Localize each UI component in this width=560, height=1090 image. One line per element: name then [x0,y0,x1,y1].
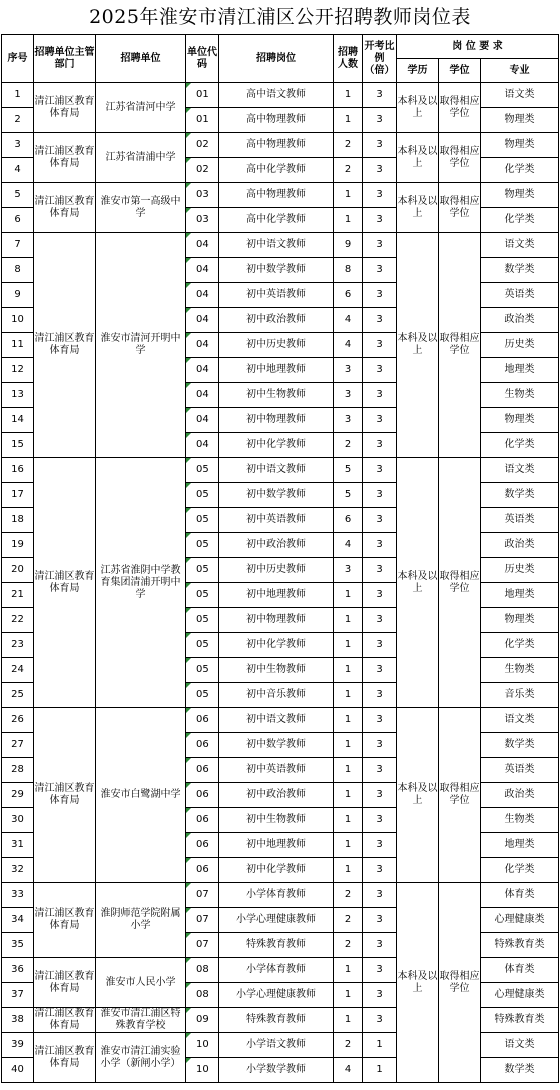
code-cell: 10 [186,1033,219,1058]
code-cell: 07 [186,933,219,958]
position-cell: 高中化学教师 [219,208,334,233]
header-major: 专业 [481,59,559,83]
ratio-cell: 3 [363,408,397,433]
major-cell: 化学类 [481,158,559,183]
position-cell: 初中地理教师 [219,358,334,383]
seq-cell: 20 [2,558,34,583]
code-cell: 04 [186,358,219,383]
position-cell: 初中政治教师 [219,308,334,333]
major-cell: 数学类 [481,258,559,283]
count-cell: 1 [334,633,363,658]
code-cell: 07 [186,908,219,933]
seq-cell: 3 [2,133,34,158]
unit-cell: 淮安市白鹭湖中学 [96,708,186,883]
position-cell: 小学体育教师 [219,883,334,908]
count-cell: 6 [334,283,363,308]
count-cell: 9 [334,233,363,258]
ratio-cell: 3 [363,833,397,858]
dept-cell: 清江浦区教育体育局 [34,233,96,458]
seq-cell: 34 [2,908,34,933]
count-cell: 1 [334,83,363,108]
dept-cell: 清江浦区教育体育局 [34,133,96,183]
count-cell: 1 [334,783,363,808]
ratio-cell: 3 [363,933,397,958]
count-cell: 4 [334,333,363,358]
dept-cell: 清江浦区教育体育局 [34,183,96,233]
ratio-cell: 3 [363,558,397,583]
seq-cell: 28 [2,758,34,783]
count-cell: 2 [334,133,363,158]
header-degree: 学位 [439,59,481,83]
code-cell: 08 [186,983,219,1008]
degree-cell: 取得相应学位 [439,133,481,183]
major-cell: 地理类 [481,358,559,383]
edu-cell: 本科及以上 [397,183,439,233]
ratio-cell: 3 [363,183,397,208]
code-cell: 02 [186,158,219,183]
count-cell: 4 [334,1058,363,1083]
table-row [2,83,559,108]
count-cell: 1 [334,1008,363,1033]
position-cell: 高中化学教师 [219,158,334,183]
major-cell: 英语类 [481,508,559,533]
header-requirements: 岗 位 要 求 [397,35,559,59]
count-cell: 2 [334,908,363,933]
seq-cell: 37 [2,983,34,1008]
code-cell: 04 [186,333,219,358]
unit-cell: 江苏省淮阴中学教育集团清浦开明中学 [96,458,186,708]
count-cell: 3 [334,408,363,433]
code-cell: 06 [186,808,219,833]
code-cell: 09 [186,1008,219,1033]
count-cell: 1 [334,858,363,883]
count-cell: 8 [334,258,363,283]
seq-cell: 2 [2,108,34,133]
position-cell: 初中数学教师 [219,483,334,508]
major-cell: 语文类 [481,83,559,108]
position-cell: 初中数学教师 [219,258,334,283]
ratio-cell: 3 [363,233,397,258]
count-cell: 1 [334,583,363,608]
code-cell: 03 [186,208,219,233]
position-cell: 初中数学教师 [219,733,334,758]
edu-cell: 本科及以上 [397,233,439,458]
ratio-cell: 3 [363,383,397,408]
ratio-cell: 3 [363,133,397,158]
unit-cell: 淮安市人民小学 [96,958,186,1008]
seq-cell: 21 [2,583,34,608]
major-cell: 生物类 [481,658,559,683]
ratio-cell: 3 [363,633,397,658]
seq-cell: 14 [2,408,34,433]
ratio-cell: 3 [363,433,397,458]
major-cell: 英语类 [481,758,559,783]
count-cell: 1 [334,958,363,983]
code-cell: 05 [186,633,219,658]
position-cell: 初中地理教师 [219,583,334,608]
major-cell: 化学类 [481,633,559,658]
major-cell: 语文类 [481,233,559,258]
major-cell: 心理健康类 [481,983,559,1008]
major-cell: 物理类 [481,108,559,133]
count-cell: 1 [334,683,363,708]
seq-cell: 38 [2,1008,34,1033]
dept-cell: 清江浦区教育体育局 [34,1033,96,1083]
header-unit: 招聘单位 [96,35,186,83]
position-cell: 初中生物教师 [219,383,334,408]
recruitment-table [1,34,559,1083]
position-cell: 初中音乐教师 [219,683,334,708]
ratio-cell: 3 [363,783,397,808]
table-row [2,883,559,908]
count-cell: 4 [334,308,363,333]
count-cell: 1 [334,208,363,233]
position-cell: 特殊教育教师 [219,1008,334,1033]
count-cell: 1 [334,983,363,1008]
position-cell: 高中物理教师 [219,183,334,208]
table-row [2,183,559,208]
count-cell: 6 [334,508,363,533]
ratio-cell: 3 [363,733,397,758]
position-cell: 初中化学教师 [219,433,334,458]
major-cell: 政治类 [481,308,559,333]
seq-cell: 5 [2,183,34,208]
seq-cell: 15 [2,433,34,458]
seq-cell: 18 [2,508,34,533]
position-cell: 小学数学教师 [219,1058,334,1083]
code-cell: 04 [186,433,219,458]
major-cell: 数学类 [481,483,559,508]
code-cell: 02 [186,133,219,158]
ratio-cell: 3 [363,333,397,358]
count-cell: 1 [334,658,363,683]
major-cell: 物理类 [481,608,559,633]
ratio-cell: 3 [363,83,397,108]
position-cell: 初中化学教师 [219,858,334,883]
position-cell: 初中语文教师 [219,708,334,733]
seq-cell: 9 [2,283,34,308]
dept-cell: 清江浦区教育体育局 [34,458,96,708]
position-cell: 初中语文教师 [219,458,334,483]
major-cell: 心理健康类 [481,908,559,933]
dept-cell: 清江浦区教育体育局 [34,958,96,1008]
unit-cell: 江苏省清浦中学 [96,133,186,183]
seq-cell: 31 [2,833,34,858]
code-cell: 05 [186,608,219,633]
seq-cell: 23 [2,633,34,658]
ratio-cell: 3 [363,658,397,683]
code-cell: 06 [186,758,219,783]
count-cell: 1 [334,833,363,858]
seq-cell: 4 [2,158,34,183]
count-cell: 1 [334,108,363,133]
major-cell: 历史类 [481,558,559,583]
major-cell: 音乐类 [481,683,559,708]
seq-cell: 1 [2,83,34,108]
code-cell: 06 [186,733,219,758]
position-cell: 初中物理教师 [219,608,334,633]
code-cell: 05 [186,583,219,608]
edu-cell: 本科及以上 [397,883,439,1083]
major-cell: 化学类 [481,433,559,458]
ratio-cell: 3 [363,883,397,908]
count-cell: 1 [334,708,363,733]
major-cell: 政治类 [481,533,559,558]
seq-cell: 16 [2,458,34,483]
seq-cell: 26 [2,708,34,733]
major-cell: 化学类 [481,858,559,883]
unit-cell: 淮安市清河开明中学 [96,233,186,458]
ratio-cell: 3 [363,283,397,308]
seq-cell: 8 [2,258,34,283]
ratio-cell: 3 [363,683,397,708]
table-row [2,458,559,483]
unit-cell: 淮安市清江浦实验小学（新闸小学） [96,1033,186,1083]
major-cell: 数学类 [481,1058,559,1083]
code-cell: 06 [186,783,219,808]
seq-cell: 22 [2,608,34,633]
code-cell: 05 [186,683,219,708]
ratio-cell: 3 [363,958,397,983]
header-dept: 招聘单位主管部门 [34,35,96,83]
unit-cell: 淮阴师范学院附属小学 [96,883,186,958]
edu-cell: 本科及以上 [397,83,439,133]
ratio-cell: 3 [363,308,397,333]
ratio-cell: 3 [363,708,397,733]
seq-cell: 29 [2,783,34,808]
position-cell: 高中物理教师 [219,133,334,158]
table-row [2,708,559,733]
ratio-cell: 3 [363,858,397,883]
seq-cell: 25 [2,683,34,708]
code-cell: 05 [186,483,219,508]
ratio-cell: 3 [363,908,397,933]
code-cell: 01 [186,108,219,133]
degree-cell: 取得相应学位 [439,708,481,883]
major-cell: 地理类 [481,583,559,608]
ratio-cell: 3 [363,533,397,558]
major-cell: 体育类 [481,958,559,983]
major-cell: 物理类 [481,408,559,433]
count-cell: 1 [334,808,363,833]
header-ratio: 开考比例（倍） [363,35,397,83]
major-cell: 特殊教育类 [481,1008,559,1033]
ratio-cell: 3 [363,258,397,283]
code-cell: 05 [186,658,219,683]
unit-cell: 江苏省清河中学 [96,83,186,133]
ratio-cell: 3 [363,458,397,483]
ratio-cell: 3 [363,208,397,233]
count-cell: 3 [334,558,363,583]
major-cell: 体育类 [481,883,559,908]
position-cell: 初中地理教师 [219,833,334,858]
ratio-cell: 3 [363,583,397,608]
count-cell: 2 [334,1033,363,1058]
degree-cell: 取得相应学位 [439,183,481,233]
seq-cell: 40 [2,1058,34,1083]
degree-cell: 取得相应学位 [439,458,481,708]
ratio-cell: 3 [363,108,397,133]
seq-cell: 12 [2,358,34,383]
unit-cell: 淮安市清江浦区特殊教育学校 [96,1008,186,1033]
code-cell: 04 [186,408,219,433]
major-cell: 数学类 [481,733,559,758]
position-cell: 初中政治教师 [219,783,334,808]
code-cell: 07 [186,883,219,908]
degree-cell: 取得相应学位 [439,233,481,458]
seq-cell: 24 [2,658,34,683]
count-cell: 2 [334,883,363,908]
major-cell: 语文类 [481,458,559,483]
code-cell: 06 [186,858,219,883]
seq-cell: 35 [2,933,34,958]
position-cell: 初中政治教师 [219,533,334,558]
code-cell: 05 [186,458,219,483]
ratio-cell: 3 [363,483,397,508]
header-count: 招聘人数 [334,35,363,83]
seq-cell: 19 [2,533,34,558]
position-cell: 高中语文教师 [219,83,334,108]
position-cell: 初中化学教师 [219,633,334,658]
position-cell: 特殊教育教师 [219,933,334,958]
major-cell: 物理类 [481,183,559,208]
code-cell: 04 [186,308,219,333]
position-cell: 小学心理健康教师 [219,908,334,933]
major-cell: 物理类 [481,133,559,158]
seq-cell: 17 [2,483,34,508]
unit-cell: 淮安市第一高级中学 [96,183,186,233]
seq-cell: 10 [2,308,34,333]
count-cell: 1 [334,758,363,783]
major-cell: 英语类 [481,283,559,308]
table-row [2,233,559,258]
ratio-cell: 3 [363,158,397,183]
ratio-cell: 3 [363,808,397,833]
ratio-cell: 1 [363,1033,397,1058]
table-row [2,133,559,158]
seq-cell: 30 [2,808,34,833]
code-cell: 01 [186,83,219,108]
degree-cell: 取得相应学位 [439,83,481,133]
seq-cell: 6 [2,208,34,233]
code-cell: 05 [186,508,219,533]
ratio-cell: 3 [363,358,397,383]
ratio-cell: 3 [363,1008,397,1033]
page-title: 2025年淮安市清江浦区公开招聘教师岗位表 [89,6,471,28]
edu-cell: 本科及以上 [397,708,439,883]
seq-cell: 33 [2,883,34,908]
seq-cell: 27 [2,733,34,758]
edu-cell: 本科及以上 [397,133,439,183]
edu-cell: 本科及以上 [397,458,439,708]
ratio-cell: 1 [363,1058,397,1083]
count-cell: 3 [334,383,363,408]
code-cell: 10 [186,1058,219,1083]
ratio-cell: 3 [363,758,397,783]
major-cell: 生物类 [481,383,559,408]
count-cell: 1 [334,183,363,208]
seq-cell: 32 [2,858,34,883]
ratio-cell: 3 [363,508,397,533]
major-cell: 生物类 [481,808,559,833]
position-cell: 小学体育教师 [219,958,334,983]
seq-cell: 7 [2,233,34,258]
count-cell: 1 [334,608,363,633]
dept-cell: 清江浦区教育体育局 [34,883,96,958]
major-cell: 语文类 [481,708,559,733]
position-cell: 初中生物教师 [219,658,334,683]
code-cell: 08 [186,958,219,983]
dept-cell: 清江浦区教育体育局 [34,708,96,883]
position-cell: 小学语文教师 [219,1033,334,1058]
major-cell: 语文类 [481,1033,559,1058]
code-cell: 05 [186,558,219,583]
count-cell: 4 [334,533,363,558]
count-cell: 5 [334,483,363,508]
count-cell: 3 [334,358,363,383]
code-cell: 04 [186,383,219,408]
position-cell: 初中英语教师 [219,758,334,783]
table-body [2,83,559,1083]
position-cell: 初中历史教师 [219,333,334,358]
position-cell: 小学心理健康教师 [219,983,334,1008]
position-cell: 初中语文教师 [219,233,334,258]
header-seq: 序号 [2,35,34,83]
count-cell: 2 [334,933,363,958]
position-cell: 初中英语教师 [219,283,334,308]
seq-cell: 13 [2,383,34,408]
ratio-cell: 3 [363,983,397,1008]
count-cell: 2 [334,158,363,183]
code-cell: 05 [186,533,219,558]
seq-cell: 36 [2,958,34,983]
major-cell: 化学类 [481,208,559,233]
code-cell: 04 [186,283,219,308]
header-edu: 学历 [397,59,439,83]
code-cell: 03 [186,183,219,208]
major-cell: 政治类 [481,783,559,808]
position-cell: 高中物理教师 [219,108,334,133]
position-cell: 初中生物教师 [219,808,334,833]
major-cell: 特殊教育类 [481,933,559,958]
code-cell: 04 [186,233,219,258]
count-cell: 1 [334,733,363,758]
seq-cell: 39 [2,1033,34,1058]
code-cell: 06 [186,708,219,733]
position-cell: 初中物理教师 [219,408,334,433]
ratio-cell: 3 [363,608,397,633]
position-cell: 初中历史教师 [219,558,334,583]
position-cell: 初中英语教师 [219,508,334,533]
count-cell: 2 [334,433,363,458]
dept-cell: 清江浦区教育体育局 [34,1008,95,1031]
header-code: 单位代码 [186,35,219,83]
count-cell: 5 [334,458,363,483]
seq-cell: 11 [2,333,34,358]
code-cell: 06 [186,833,219,858]
code-cell: 04 [186,258,219,283]
dept-cell: 清江浦区教育体育局 [34,83,96,133]
header-position: 招聘岗位 [219,35,334,83]
major-cell: 地理类 [481,833,559,858]
degree-cell: 取得相应学位 [439,883,481,1083]
major-cell: 历史类 [481,333,559,358]
